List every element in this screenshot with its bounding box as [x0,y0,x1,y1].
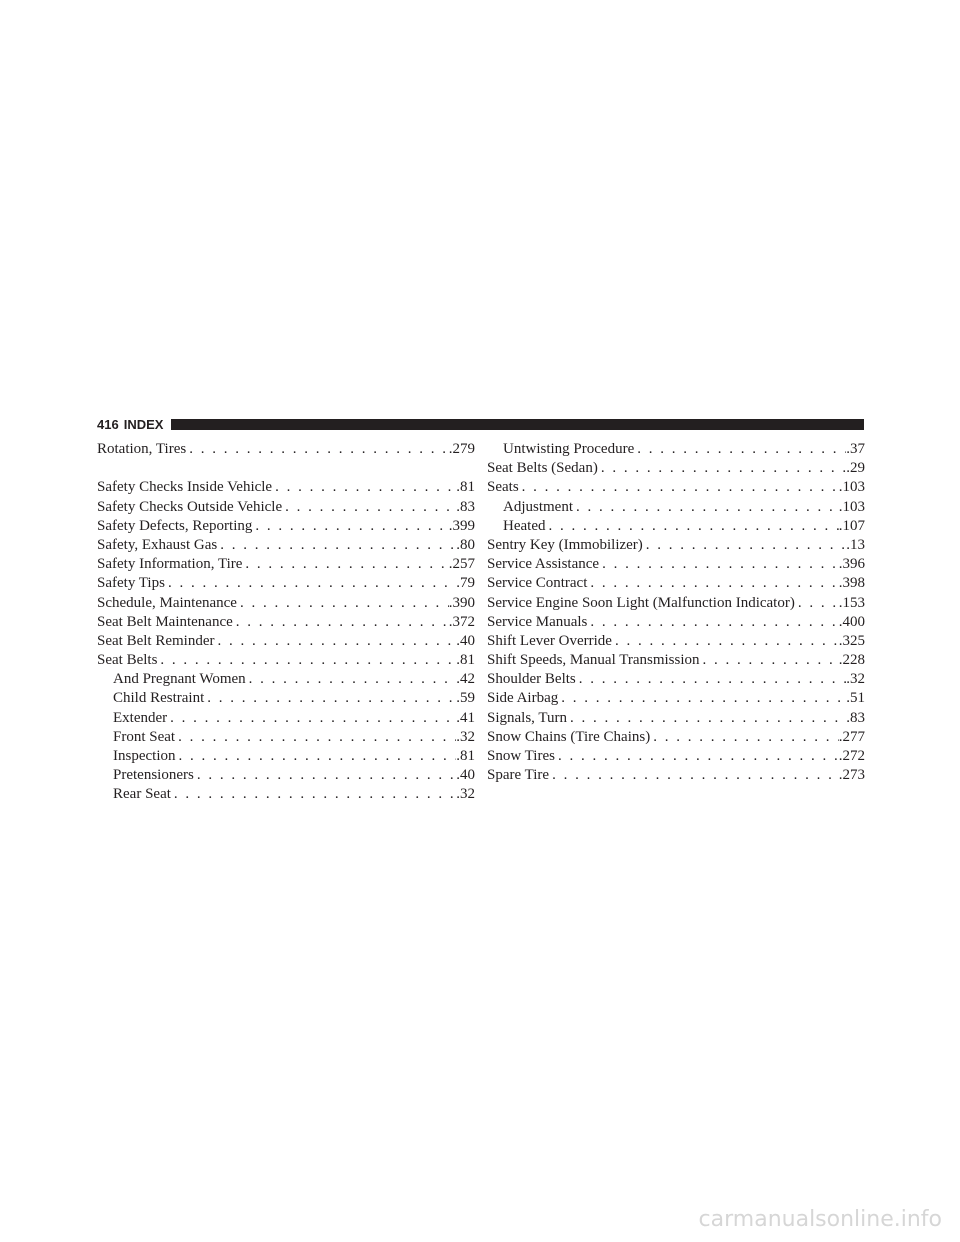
index-entry [487,766,865,785]
index-entry [97,498,475,517]
index-entry [97,613,475,632]
index-page-ref: .400 [838,613,865,630]
index-term: Snow Tires [487,748,555,764]
index-term: Heated [503,517,546,534]
index-page-ref: .81 [456,479,475,496]
dot-leader [573,498,839,517]
index-term: Safety Checks Inside Vehicle [97,479,273,496]
index-page-ref: .279 [448,441,475,457]
index-entry [487,728,865,747]
dot-leader [282,498,456,517]
index-page-ref: .272 [838,748,865,764]
index-page-ref: .83 [456,498,475,515]
index-term: Untwisting Procedure [503,441,635,457]
index-page-ref: .257 [448,556,475,573]
index-page-ref: .372 [448,613,475,630]
index-entry [487,555,865,574]
dot-leader [700,651,839,670]
index-entry [487,574,865,593]
index-page-ref: .42 [456,671,475,688]
index-term: Child Restraint [113,690,205,707]
index-term: Seat Belt Reminder [97,632,215,649]
index-entry [487,536,865,555]
index-entry [487,478,865,497]
dot-leader [167,709,456,728]
dot-leader [186,440,449,459]
index-term: Schedule, Maintenance [97,594,237,611]
index-term: Safety Information, Tire [97,556,243,573]
index-page-ref: .81 [456,652,475,669]
dot-leader [558,689,846,708]
index-term: Extender [113,709,168,726]
dot-leader [165,574,456,593]
index-entry [97,478,475,497]
dot-leader [549,766,839,785]
index-entry [487,613,865,632]
index-term: Service Manuals [487,613,588,630]
index-subentry [487,517,865,536]
index-page-ref: .41 [456,709,475,726]
index-term: Snow Chains (Tire Chains) [487,728,651,745]
index-subentry [97,689,475,708]
dot-leader [795,594,839,613]
index-term: Service Contract [487,575,588,592]
dot-leader [157,651,456,670]
index-entry [97,651,475,670]
index-page-ref: .107 [838,517,865,534]
index-term: Service Engine Soon Light (Malfunction Indicator) [487,594,795,611]
index-term: Safety Defects, Reporting [97,517,253,534]
dot-leader [599,555,839,574]
index-subentry [97,670,475,689]
index-subentry [97,709,475,728]
dot-leader [643,536,846,555]
index-term: Seats [487,479,519,496]
dot-leader [217,536,456,555]
index-entry [97,555,475,574]
dot-leader [576,670,847,689]
index-page-ref: .83 [846,709,865,726]
dot-leader [555,747,839,766]
index-page-ref: .79 [456,575,475,592]
index-subentry [97,728,475,747]
index-page-ref: .398 [838,575,865,592]
index-term: Seat Belts [97,652,158,669]
index-page-ref: .32 [456,728,475,745]
index-term: Rear Seat [113,786,171,803]
index-entry [97,594,475,613]
index-page-ref: .103 [838,479,865,496]
index-page-ref: .29 [846,460,865,477]
index-term: Adjustment [503,498,573,515]
dot-leader [587,574,838,593]
index-page-ref: .153 [838,594,865,611]
index-term: Safety Tips [97,575,165,592]
dot-leader [204,689,456,708]
index-entry [487,651,865,670]
watermark: carmanualsonline.info [698,1207,942,1232]
index-page-ref: .32 [456,786,475,803]
dot-leader [252,517,448,536]
dot-leader [194,766,456,785]
dot-leader [175,728,456,747]
index-page-ref: .40 [456,632,475,649]
index-subentry [97,747,475,766]
index-term: Spare Tire [487,767,550,784]
index-subentry [487,440,865,459]
index-page-ref: .40 [456,767,475,784]
index-term: Service Assistance [487,556,600,573]
index-page-ref: .81 [456,748,475,764]
index-page-ref: .51 [846,690,865,707]
index-term: Pretensioners [113,767,194,784]
section-title: INDEX [123,417,164,432]
index-entry [487,709,865,728]
dot-leader [246,670,457,689]
index-entry [487,594,865,613]
index-entry [487,459,865,478]
index-term: Inspection [113,748,176,764]
index-term: Seat Belts (Sedan) [487,460,598,477]
index-term: Rotation, Tires [97,441,187,457]
index-entry [97,574,475,593]
index-term: Signals, Turn [487,709,568,726]
dot-leader [233,613,449,632]
index-entry [97,536,475,555]
index-subentry [97,785,475,804]
index-page-ref: .59 [456,690,475,707]
dot-leader [545,517,838,536]
index-page-ref: .277 [838,728,865,745]
dot-leader [237,594,449,613]
index-term: Front Seat [113,728,176,745]
index-entry [97,440,475,459]
index-page-ref: .390 [448,594,475,611]
index-subentry [487,498,865,517]
index-term: Shift Lever Override [487,632,612,649]
index-column-right [487,440,865,785]
index-term: Sentry Key (Immobilizer) [487,536,643,553]
index-page-ref: .396 [838,556,865,573]
index-column-left [97,440,475,805]
index-page-ref: .325 [838,632,865,649]
index-page-ref: .32 [846,671,865,688]
index-page-ref: .273 [838,767,865,784]
dot-leader [175,747,456,766]
header-rule [171,419,864,430]
index-term: Shoulder Belts [487,671,576,688]
dot-leader [272,478,456,497]
dot-leader [587,613,838,632]
index-entry [487,632,865,651]
index-term: Shift Speeds, Manual Transmission [487,652,700,669]
index-term: Safety, Exhaust Gas [97,536,218,553]
index-entry [487,747,865,766]
index-page-ref: .80 [456,536,475,553]
page-number: 416 [97,417,119,432]
dot-leader [567,709,846,728]
index-entry [487,670,865,689]
index-page-ref: .37 [846,441,865,457]
dot-leader [242,555,448,574]
index-term: And Pregnant Women [113,671,246,688]
index-entry [97,517,475,536]
index-term: Side Airbag [487,690,559,707]
index-term: Safety Checks Outside Vehicle [97,498,283,515]
dot-leader [650,728,839,747]
index-subentry [97,766,475,785]
index-page-ref: .13 [846,536,865,553]
dot-leader [598,459,846,478]
page-header [97,414,864,435]
index-page-ref: .103 [838,498,865,515]
index-entry [487,689,865,708]
index-entry [97,632,475,651]
index-term: Seat Belt Maintenance [97,613,233,630]
dot-leader [634,440,846,459]
dot-leader [519,478,839,497]
dot-leader [612,632,839,651]
dot-leader [171,785,456,804]
dot-leader [214,632,456,651]
index-page-ref: .399 [448,517,475,534]
index-page-ref: .228 [838,652,865,669]
